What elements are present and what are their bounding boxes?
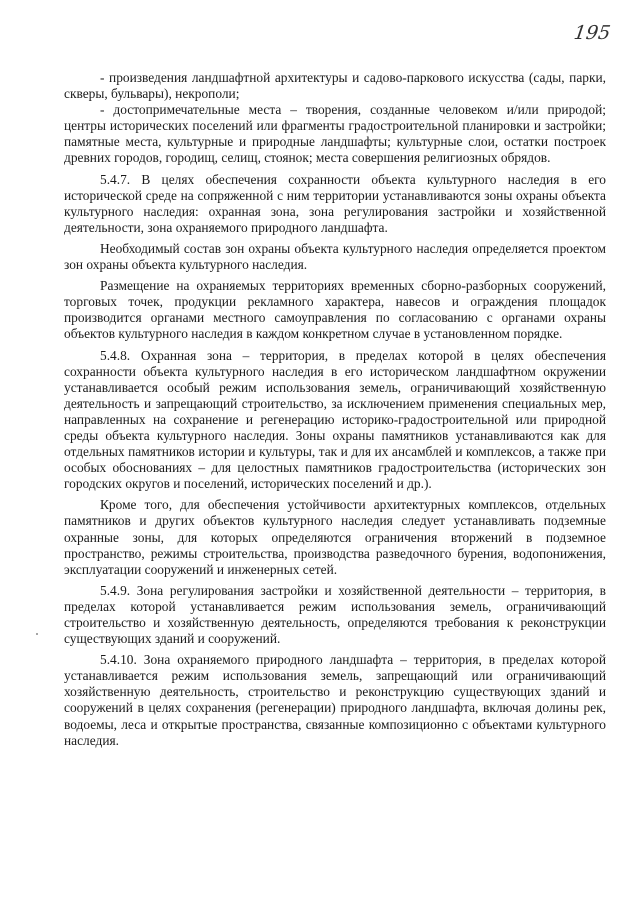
paragraph-5-4-9: 5.4.9. Зона регулирования застройки и хозяйственной деятельности – территория, в пределах которой устанавливается режим использования земель, ограничивающий строительство и хозяйственную деятельность, определяются требования к реконструкции существующих зданий и сооружений. — [64, 582, 606, 647]
document-body — [64, 70, 606, 749]
paragraph-temporary-structures: Размещение на охраняемых территориях временных сборно-разборных сооружений, торговых точек, продукции рекламного характера, навесов и ограждения площадок производится органами местного самоуправления по согласованию с органами охраны объектов культурного наследия в каждом конкретном случае в установленном порядке. — [64, 278, 606, 342]
paragraph-5-4-10: 5.4.10. Зона охраняемого природного ландшафта – территория, в пределах которой устанавливается режим использования земель, запрещающий или ограничивающий хозяйственную деятельность, строительство и реконструкцию существующих зданий и сооружений в целях сохранения (регенерации) природного ландшафта, включая долины рек, водоемы, леса и открытые пространства, связанные композиционно с объектами культурного наследия. — [64, 652, 606, 748]
page-number: 195 — [572, 22, 612, 44]
paragraph-5-4-8: 5.4.8. Охранная зона – территория, в пределах которой в целях обеспечения сохранности объекта культурного наследия в его историческом ландшафтном окружении устанавливается особый режим использования земель, ограничивающий хозяйственную деятельность и запрещающий строительство, за исключением применения специальных мер, направленных на сохранение и регенерацию историко-градостроительной или природной среды объекта культурного наследия. Зоны охраны памятников устанавливаются как для отдельных памятников истории и культуры, так и для их ансамблей и комплексов, а также при особых обоснованиях – для целостных памятников градостроительства (исторических зон городских округов и поселений, исторических поселений и др.). — [64, 347, 606, 492]
paragraph-zones-composition: Необходимый состав зон охраны объекта культурного наследия определяется проектом зон охраны объекта культурного наследия. — [64, 240, 606, 273]
paragraph-5-4-7: 5.4.7. В целях обеспечения сохранности объекта культурного наследия в его исторической среде на сопряженной с ним территории устанавливаются зоны охраны объекта культурного наследия: охранная зона, зона регулирования застройки и хозяйственной деятельности, зона охраняемого природного ландшафта. — [64, 171, 606, 235]
paragraph-underground-zones: Кроме того, для обеспечения устойчивости архитектурных комплексов, отдельных памятников и других объектов культурного наследия следует устанавливать подземные охранные зоны, для которых определяются ограничения вторжений в подземное пространство, режимы строительства, производства разведочного бурения, водопонижения, эксплуатации сооружений и инженерных сетей. — [64, 497, 606, 577]
list-item-landmarks: - достопримечательные места – творения, созданные человеком и/или природой; центры исторических поселений или фрагменты градостроительной планировки и застройки; памятные места, культурные и природные ландшафты; культурные слои, остатки построек древних городов, городищ, селищ, стоянок; места совершения религиозных обрядов. — [64, 102, 606, 166]
scan-speck — [36, 633, 38, 635]
list-item-landscape-architecture: - произведения ландшафтной архитектуры и садово-паркового искусства (сады, парки, скверы, бульвары), некрополи; — [64, 70, 606, 102]
